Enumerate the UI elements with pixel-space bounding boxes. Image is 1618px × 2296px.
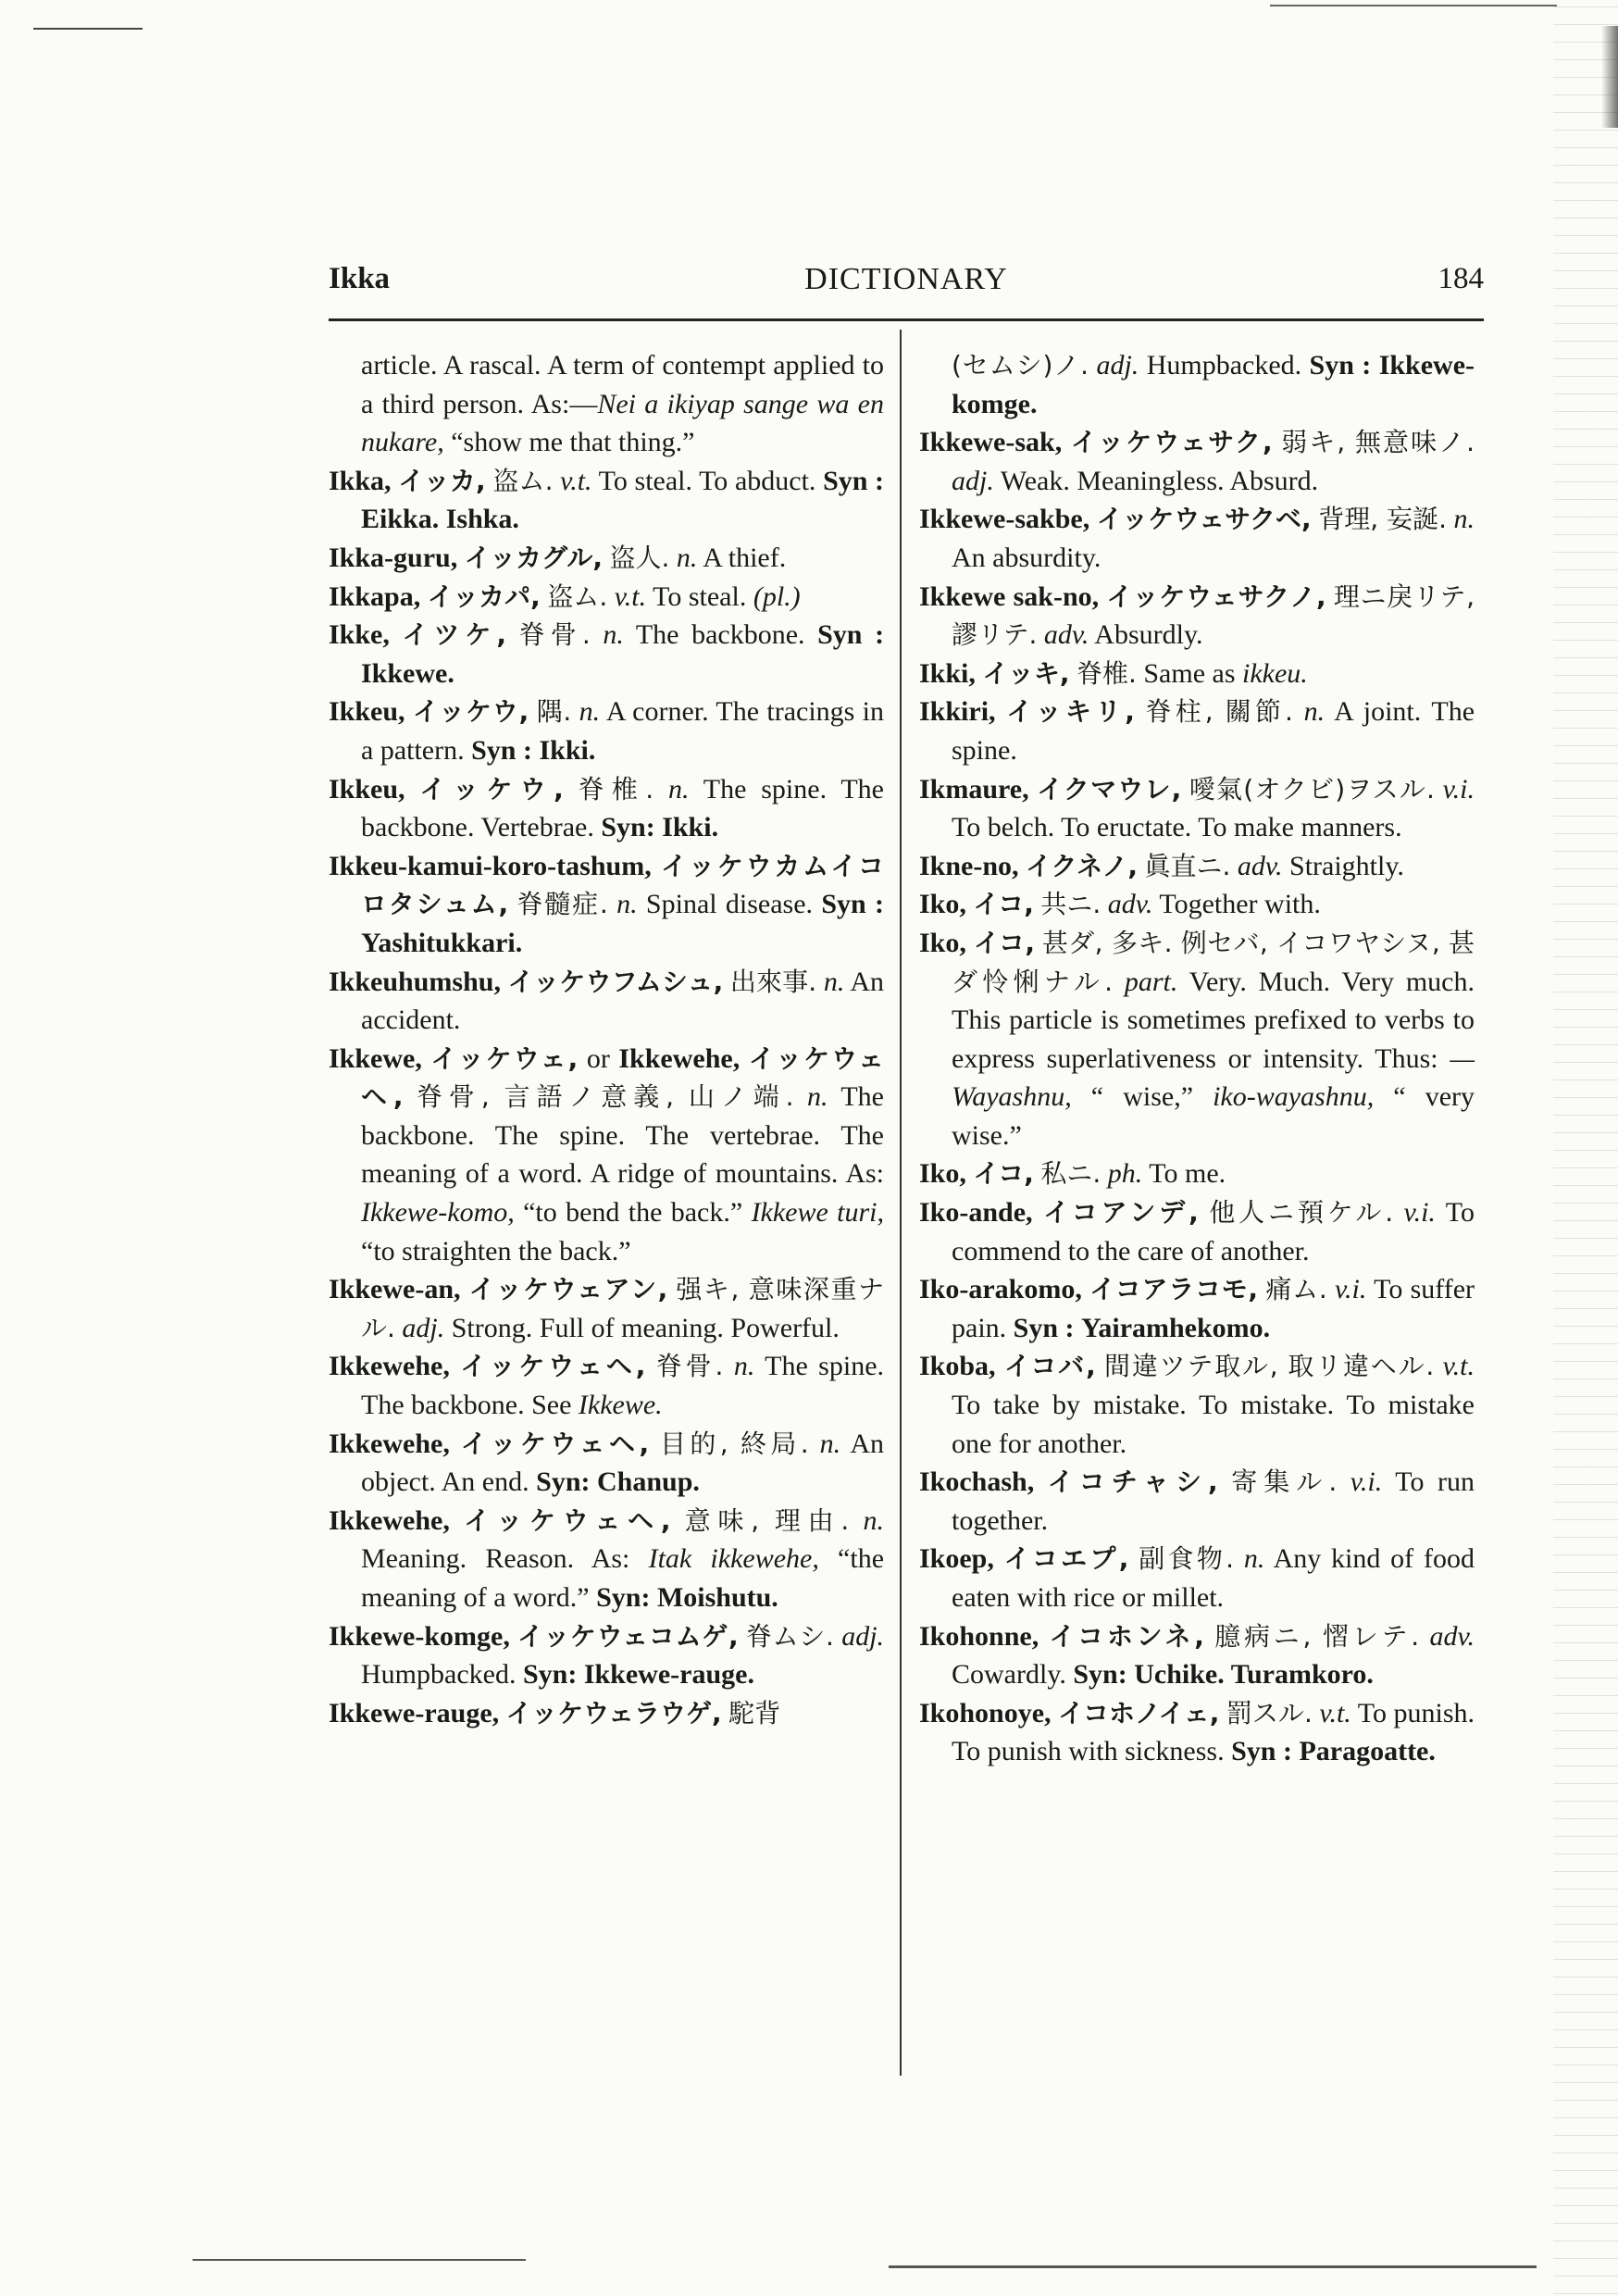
synonym-label: Syn : xyxy=(1231,1736,1292,1767)
katakana-reading: イコ, xyxy=(973,1158,1034,1190)
synonym: Ikki. xyxy=(662,812,719,843)
headword: Ikkeu, xyxy=(329,773,405,805)
dictionary-entry xyxy=(919,500,1475,577)
headword: Ikkeu, xyxy=(329,696,405,728)
running-header xyxy=(329,262,1484,308)
definition: Spinal disease. xyxy=(645,889,814,920)
japanese-gloss: 意味, 理由. xyxy=(684,1504,850,1536)
headword-variant: Ikkewehe, xyxy=(618,1042,741,1074)
dictionary-entry xyxy=(329,1270,884,1347)
page-number: 184 xyxy=(1438,262,1484,295)
japanese-gloss: 脊骨. xyxy=(655,1351,724,1382)
headword: Ikohonoye, xyxy=(919,1697,1052,1728)
japanese-gloss: 寄集ル. xyxy=(1231,1466,1338,1498)
headword: Ikkewe-sak, xyxy=(919,427,1063,458)
katakana-reading: イコバ, xyxy=(1003,1351,1096,1382)
synonym-label: Syn : xyxy=(821,889,885,920)
synonym: Ikki. xyxy=(539,734,596,766)
katakana-reading: イクマウレ, xyxy=(1037,773,1182,805)
definition: Absurdly. xyxy=(1094,619,1203,651)
headword: Ikmaure, xyxy=(919,773,1029,805)
usage-note: (pl.) xyxy=(753,580,801,612)
cross-reference: ikkeu. xyxy=(1242,657,1308,689)
headword: Ikkiri, xyxy=(919,696,996,728)
part-of-speech: n. xyxy=(1243,1543,1265,1575)
definition: To punish. To punish with sickness. xyxy=(952,1697,1475,1767)
japanese-gloss: 脊髓症. xyxy=(517,889,608,920)
part-of-speech: adj. xyxy=(952,465,994,496)
dictionary-entry xyxy=(329,1502,884,1617)
headword: Iko, xyxy=(919,1158,966,1190)
headword: Ikoep, xyxy=(919,1543,994,1575)
right-column xyxy=(919,346,1475,1771)
part-of-speech: n. xyxy=(603,619,624,651)
entry-continuation xyxy=(919,346,1475,423)
katakana-reading-variant: イッケウェヘ, xyxy=(361,1042,885,1113)
japanese-gloss: 脊骨, 言語ノ意義, 山ノ端. xyxy=(416,1081,794,1113)
part-of-speech: n. xyxy=(579,696,601,728)
dictionary-entry xyxy=(919,1463,1475,1540)
dictionary-entry xyxy=(329,539,884,578)
katakana-reading: イコアンデ, xyxy=(1042,1197,1199,1229)
dictionary-entry xyxy=(919,1694,1475,1771)
example-ainu: Nei a ikiyap sange wa en nukare, xyxy=(361,388,885,458)
synonym: Uchike. Turamkoro. xyxy=(1134,1659,1374,1691)
synonym: Chanup. xyxy=(597,1466,700,1498)
dictionary-entry xyxy=(919,423,1475,500)
dictionary-entry xyxy=(329,770,884,847)
connector-text: or xyxy=(586,1042,610,1074)
part-of-speech: v.t. xyxy=(1442,1351,1475,1382)
headword: Ikkeu-kamui-koro-tashum, xyxy=(329,850,652,881)
katakana-reading: イコアラコモ, xyxy=(1089,1274,1259,1305)
japanese-gloss: 盗ム. xyxy=(547,580,608,612)
dictionary-entry xyxy=(919,693,1475,769)
japanese-gloss: 盗人. xyxy=(609,542,670,573)
part-of-speech: adj. xyxy=(1096,350,1139,381)
dictionary-entry xyxy=(329,1617,884,1694)
definition: To suffer pain. xyxy=(952,1274,1475,1343)
part-of-speech: ph. xyxy=(1107,1158,1143,1190)
dictionary-entry xyxy=(919,1347,1475,1463)
definition: Strong. Full of meaning. Powerful. xyxy=(451,1312,840,1343)
japanese-gloss: 甚ダ, 多キ. 例セバ, イコワヤシヌ, 甚ダ怜悧ナル. xyxy=(952,927,1475,997)
synonym-label: Syn : xyxy=(471,734,532,766)
example-ainu: Itak ikkewehe, xyxy=(648,1543,819,1575)
headword: Ikkewe-an, xyxy=(329,1274,461,1305)
dictionary-entry xyxy=(919,847,1475,886)
cross-reference: Ikkewe. xyxy=(578,1390,663,1421)
katakana-reading: イッケウ, xyxy=(419,773,564,805)
katakana-reading: イコエプ, xyxy=(1003,1543,1129,1575)
japanese-gloss: 共ニ. xyxy=(1040,889,1101,920)
bottom-right-mark xyxy=(889,2265,1537,2268)
headword: Ikkewe, xyxy=(329,1042,422,1074)
definition: To take by mistake. To mistake. To mistake one for another. xyxy=(952,1390,1475,1459)
part-of-speech: n. xyxy=(819,1428,841,1459)
part-of-speech: v.t. xyxy=(614,580,647,612)
dictionary-entry xyxy=(919,1270,1475,1347)
top-left-mark xyxy=(33,28,143,30)
page-corner-smudge xyxy=(1601,26,1618,128)
header-guide-word: Ikka xyxy=(329,262,391,295)
japanese-gloss: 脊椎. xyxy=(1076,657,1137,689)
part-of-speech: n. xyxy=(733,1351,755,1382)
bottom-left-mark xyxy=(193,2259,526,2261)
definition: An object. An end. xyxy=(361,1428,885,1498)
synonym-label: Syn: xyxy=(522,1659,578,1691)
synonym: Yashitukkari. xyxy=(361,927,523,958)
dictionary-entry xyxy=(329,693,884,769)
example-translation: “to straighten the back.” xyxy=(361,1235,631,1267)
example-translation: “ wise,” xyxy=(1071,1081,1214,1113)
example-translation: “show me that thing.” xyxy=(443,427,695,458)
dictionary-entry xyxy=(919,885,1475,924)
dictionary-entry xyxy=(329,1425,884,1502)
headword: Ikohonne, xyxy=(919,1620,1039,1652)
dictionary-entry xyxy=(329,616,884,693)
dictionary-entry xyxy=(919,1540,1475,1616)
definition: To steal. To abduct. xyxy=(598,465,816,496)
definition: Any kind of food eaten with rice or millet. xyxy=(952,1543,1475,1613)
japanese-gloss: 間違ツテ取ル, 取リ違ヘル. xyxy=(1104,1351,1435,1382)
synonym-label: Syn: xyxy=(601,812,655,843)
japanese-gloss: 出來事. xyxy=(729,966,817,997)
headword: Ikkewe-komge, xyxy=(329,1620,510,1652)
japanese-gloss: 弱キ, 無意味ノ. xyxy=(1281,427,1475,458)
part-of-speech: adv. xyxy=(1429,1620,1475,1652)
japanese-gloss: 强キ, 意味深重ナル. xyxy=(361,1274,885,1343)
definition: Humpbacked. xyxy=(1146,350,1302,381)
header-title: DICTIONARY xyxy=(804,262,1008,296)
katakana-reading: イッカグル, xyxy=(464,542,603,573)
dictionary-entry xyxy=(919,578,1475,655)
headword: Ikkapa, xyxy=(329,580,421,612)
headword: Ikka, xyxy=(329,465,392,496)
definition: Meaning. Reason. As: xyxy=(361,1543,630,1575)
japanese-gloss: 脊骨. xyxy=(518,619,591,651)
japanese-gloss: 臆病ニ, 慴レテ. xyxy=(1214,1620,1420,1652)
dictionary-entry xyxy=(329,1694,884,1733)
katakana-reading: イッケウェラウゲ, xyxy=(505,1697,722,1728)
definition: The backbone. xyxy=(635,619,805,651)
part-of-speech: part. xyxy=(1124,966,1178,997)
japanese-gloss: 目的, 終局. xyxy=(660,1428,809,1459)
katakana-reading: イッケウェサクノ, xyxy=(1106,580,1326,612)
katakana-reading: イッケウェヘ, xyxy=(460,1351,646,1382)
part-of-speech: n. xyxy=(667,773,690,805)
definition: An accident. xyxy=(361,966,884,1036)
synonym-label: Syn : xyxy=(817,619,885,651)
part-of-speech: adv. xyxy=(1043,619,1089,651)
dictionary-entry xyxy=(329,1040,884,1271)
part-of-speech: n. xyxy=(676,542,698,573)
japanese-gloss: 眞直ニ. xyxy=(1144,850,1231,881)
dictionary-entry xyxy=(919,770,1475,847)
definition-text: article. A rascal. A term of contempt applied to a third person. As:— xyxy=(361,350,884,419)
definition: Same as xyxy=(1143,657,1236,689)
example-translation: “to bend the back.” xyxy=(514,1197,743,1229)
definition: To steal. xyxy=(653,580,747,612)
definition: Humpbacked. xyxy=(361,1659,517,1691)
katakana-reading: イッケウェコムゲ, xyxy=(517,1620,739,1652)
japanese-gloss: 罰スル. xyxy=(1226,1697,1313,1728)
katakana-reading: イッキ, xyxy=(982,657,1070,689)
japanese-gloss: (セムシ)ノ. xyxy=(952,350,1089,381)
example-ainu: Ikkewe-komo, xyxy=(361,1197,515,1229)
part-of-speech: adv. xyxy=(1107,889,1153,920)
part-of-speech: n. xyxy=(806,1081,828,1113)
definition: To run together. xyxy=(952,1466,1475,1536)
dictionary-entry xyxy=(919,1154,1475,1193)
dictionary-entry xyxy=(329,462,884,539)
synonym-label: Syn: xyxy=(596,1582,651,1613)
top-right-mark xyxy=(1270,5,1557,6)
katakana-reading: イコ, xyxy=(973,927,1036,958)
part-of-speech: adv. xyxy=(1237,850,1283,881)
definition: The spine. The backbone. Vertebrae. xyxy=(361,773,884,843)
example-ainu: iko-wayashnu, xyxy=(1213,1081,1375,1113)
part-of-speech: n. xyxy=(823,966,845,997)
part-of-speech: v.i. xyxy=(1334,1274,1367,1305)
katakana-reading: イコチャシ, xyxy=(1047,1466,1218,1498)
dictionary-entry xyxy=(919,1193,1475,1270)
headword: Iko, xyxy=(919,927,966,958)
definition: A thief. xyxy=(703,542,787,573)
part-of-speech: n. xyxy=(1453,504,1475,535)
example-ainu: Ikkewe turi, xyxy=(751,1197,885,1229)
part-of-speech: adj. xyxy=(402,1312,445,1343)
katakana-reading: イッケウェヘ, xyxy=(464,1504,671,1536)
synonym-label: Syn : xyxy=(1013,1312,1075,1343)
definition: To commend to the care of another. xyxy=(952,1197,1475,1267)
synonym-label: Syn : xyxy=(823,465,885,496)
page-edge-speckle xyxy=(1553,0,1618,2296)
headword: Ikkeuhumshu, xyxy=(329,966,501,997)
part-of-speech: n. xyxy=(1303,696,1326,728)
headword: Ikka-guru, xyxy=(329,542,458,573)
part-of-speech: n. xyxy=(863,1504,884,1536)
headword: Ikkewehe, xyxy=(329,1504,450,1536)
headword: Ikkewe sak-no, xyxy=(919,580,1100,612)
katakana-reading: イッケウカムイコロタシュム, xyxy=(361,850,885,920)
japanese-gloss: 副食物. xyxy=(1139,1543,1235,1575)
katakana-reading: イッケウフムシュ, xyxy=(507,966,724,997)
katakana-reading: イッケウ, xyxy=(412,696,529,728)
headword: Ikke, xyxy=(329,619,390,651)
headword: Ikki, xyxy=(919,657,976,689)
katakana-reading: イッキリ, xyxy=(1006,696,1135,728)
headword: Ikkewehe, xyxy=(329,1351,450,1382)
definition: An absurdity. xyxy=(952,542,1101,573)
japanese-gloss: 駝背 xyxy=(728,1697,781,1728)
japanese-gloss: 背理, 妄誕. xyxy=(1318,504,1447,535)
headword: Iko-ande, xyxy=(919,1197,1033,1229)
japanese-gloss: 噯氣(オクビ)ヲスル. xyxy=(1189,773,1435,805)
synonym: Paragoatte. xyxy=(1299,1736,1436,1767)
headword: Iko, xyxy=(919,889,966,920)
synonym: Yairamhekomo. xyxy=(1081,1312,1271,1343)
part-of-speech: v.i. xyxy=(1350,1466,1383,1498)
japanese-gloss: 隅. xyxy=(536,696,572,728)
katakana-reading: イコ, xyxy=(973,889,1034,920)
part-of-speech: v.i. xyxy=(1442,773,1475,805)
katakana-reading: イッカパ, xyxy=(427,580,541,612)
headword: Ikkewehe, xyxy=(329,1428,450,1459)
definition: Weak. Meaningless. Absurd. xyxy=(1000,465,1319,496)
column-divider xyxy=(900,330,902,2076)
katakana-reading: イツケ, xyxy=(402,619,507,651)
dictionary-entry xyxy=(329,847,884,963)
synonym: Moishutu. xyxy=(656,1582,778,1613)
example-translation: “ very wise.” xyxy=(952,1081,1475,1151)
katakana-reading: イッカ, xyxy=(398,465,486,496)
header-rule xyxy=(329,318,1484,321)
example-ainu: —Wayashnu, xyxy=(952,1042,1475,1113)
definition: Cowardly. xyxy=(952,1659,1066,1691)
katakana-reading: イッケウェ, xyxy=(430,1042,579,1074)
japanese-gloss: 脊ムシ. xyxy=(745,1620,834,1652)
katakana-reading: イコホノイェ, xyxy=(1058,1697,1220,1728)
dictionary-entry xyxy=(329,963,884,1040)
synonym-label: Syn: xyxy=(536,1466,591,1498)
japanese-gloss: 盗ム. xyxy=(492,465,554,496)
synonym: Ikkewe-komge. xyxy=(952,350,1475,419)
japanese-gloss: 脊椎. xyxy=(578,773,654,805)
definition: A corner. The tracings in a pattern. xyxy=(361,696,884,766)
synonym-label: Syn : xyxy=(1309,350,1372,381)
part-of-speech: v.i. xyxy=(1403,1197,1436,1229)
definition: The backbone. The spine. The vertebrae. The meaning of a word. A ridge of mountains. As: xyxy=(361,1081,884,1190)
part-of-speech: v.t. xyxy=(1319,1697,1351,1728)
synonym: Ikkewe. xyxy=(361,657,454,689)
katakana-reading: イッケウェアン, xyxy=(468,1274,668,1305)
left-column xyxy=(329,346,884,1732)
dictionary-entry xyxy=(919,924,1475,1155)
japanese-gloss: 他人ニ預ケル. xyxy=(1209,1197,1394,1229)
headword: Ikkewe-sakbe, xyxy=(919,504,1090,535)
example-translation: “the meaning of a word.” xyxy=(361,1543,885,1613)
synonym: Eikka. Ishka. xyxy=(361,504,519,535)
definition: Straightly. xyxy=(1289,850,1404,881)
definition: Together with. xyxy=(1159,889,1321,920)
katakana-reading: イクネノ, xyxy=(1026,850,1139,881)
dictionary-entry xyxy=(329,1347,884,1424)
headword: Ikne-no, xyxy=(919,850,1019,881)
dictionary-entry xyxy=(919,1617,1475,1694)
dictionary-entry xyxy=(329,578,884,617)
part-of-speech: adj. xyxy=(841,1620,885,1652)
japanese-gloss: 痛ム. xyxy=(1265,1274,1327,1305)
japanese-gloss: 理ニ戾リテ, 謬リテ. xyxy=(952,580,1475,651)
headword: Ikochash, xyxy=(919,1466,1035,1498)
definition: A joint. The spine. xyxy=(952,696,1475,766)
katakana-reading: イッケウェサク, xyxy=(1070,427,1273,458)
entry-continuation xyxy=(329,346,884,462)
synonym: Ikkewe-rauge. xyxy=(583,1659,754,1691)
headword: Ikoba, xyxy=(919,1351,996,1382)
definition: Very. Much. Very much. This particle is sometimes prefixed to verbs to express superlativeness or intensity. Thus: xyxy=(952,966,1475,1074)
part-of-speech: v.t. xyxy=(560,465,592,496)
part-of-speech: n. xyxy=(616,889,638,920)
headword: Ikkewe-rauge, xyxy=(329,1697,500,1728)
synonym-label: Syn: xyxy=(1073,1659,1127,1691)
dictionary-entry xyxy=(919,655,1475,693)
definition: To me. xyxy=(1149,1158,1226,1190)
japanese-gloss: 私ニ. xyxy=(1040,1158,1101,1190)
headword: Iko-arakomo, xyxy=(919,1274,1082,1305)
katakana-reading: イコホンネ, xyxy=(1049,1620,1204,1652)
definition: To belch. To eructate. To make manners. xyxy=(952,812,1402,843)
katakana-reading: イッケウェヘ, xyxy=(460,1428,650,1459)
definition: The spine. The backbone. See xyxy=(361,1351,885,1421)
katakana-reading: イッケウェサクベ, xyxy=(1096,504,1312,535)
japanese-gloss: 脊柱, 關節. xyxy=(1145,696,1293,728)
